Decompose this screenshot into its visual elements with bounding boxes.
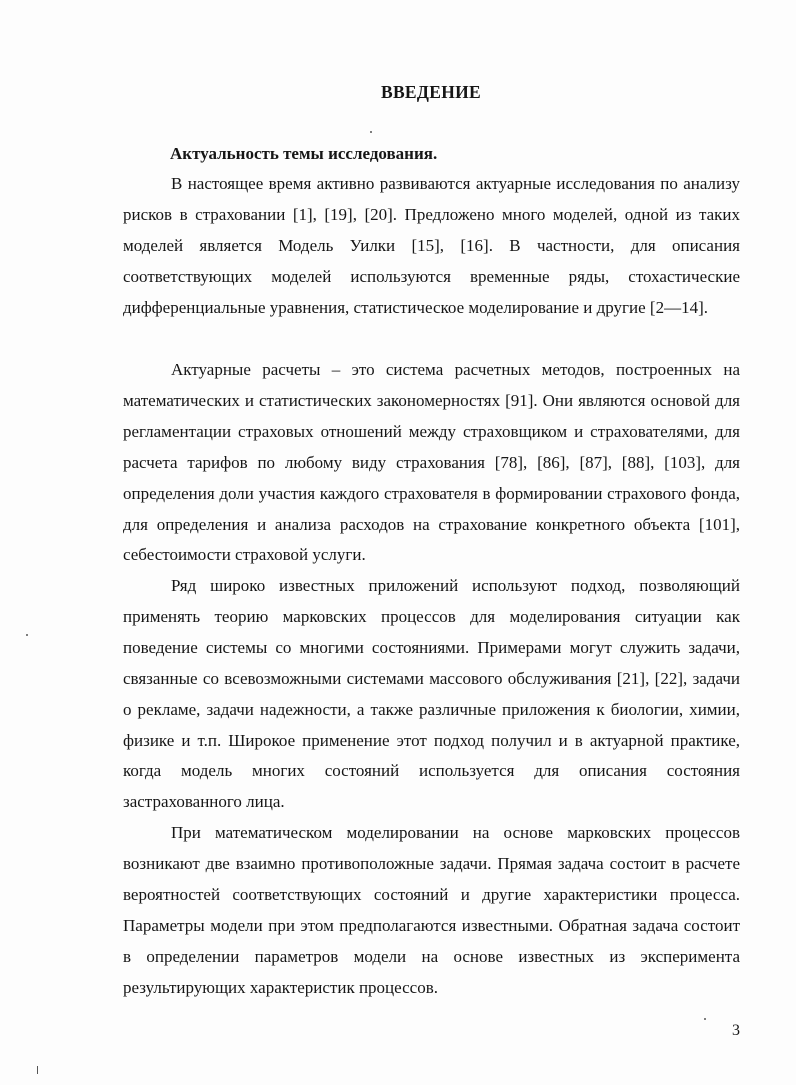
section-heading: ВВЕДЕНИЕ (380, 82, 482, 102)
paragraph: Ряд широко известных приложений используют подход, позволяющий применять теорию марковских процессов для моделирования ситуации как поведение системы со многими состояниями. Примерами могут служить задачи, связанные со всевозможными системами массового обслуживания [21], [22], задачи о рекламе, задачи надежности, а также различные приложения к биологии, химии, физике и т.п. Широкое применение этот подход получил и в актуарной практике, когда модель многих состояний используется для описания состояния застрахованного лица. (123, 576, 740, 812)
scan-speck (704, 1018, 706, 1020)
scan-speck (37, 1066, 38, 1074)
paragraph: В настоящее время активно развиваются актуарные исследования по анализу рисков в страховании [1], [19], [20]. Предложено много моделей, одной из таких моделей является Модель Уилки [15], [16]. В частности, для описания соответствующих моделей используются временные ряды, стохастические дифференциальные уравнения, статистическое моделирование и другие [2—14]. (123, 174, 740, 317)
section-subheading: Актуальность темы исследования. (170, 144, 438, 163)
page-number: 3 (732, 1022, 740, 1039)
scan-speck (370, 131, 372, 133)
paragraph: При математическом моделировании на основе марковских процессов возникают две взаимно противоположные задачи. Прямая задача состоит в расчете вероятностей соответствующих состояний и другие характеристики процесса. Параметры модели при этом предполагаются известными. Обратная задача состоит в определении параметров модели на основе известных из эксперимента результирующих характеристик процессов. (123, 823, 740, 997)
paragraph: Актуарные расчеты – это система расчетных методов, построенных на математических и статистических закономерностях [91]. Они являются основой для регламентации страховых отношений между страховщиком и страхователями, для расчета тарифов по любому виду страхования [78], [86], [87], [88], [103], для определения доли участия каждого страхователя в формировании страхового фонда, для определения и анализа расходов на страхование конкретного объекта [101], себестоимости страховой услуги. (123, 360, 740, 565)
scan-speck (26, 634, 28, 636)
